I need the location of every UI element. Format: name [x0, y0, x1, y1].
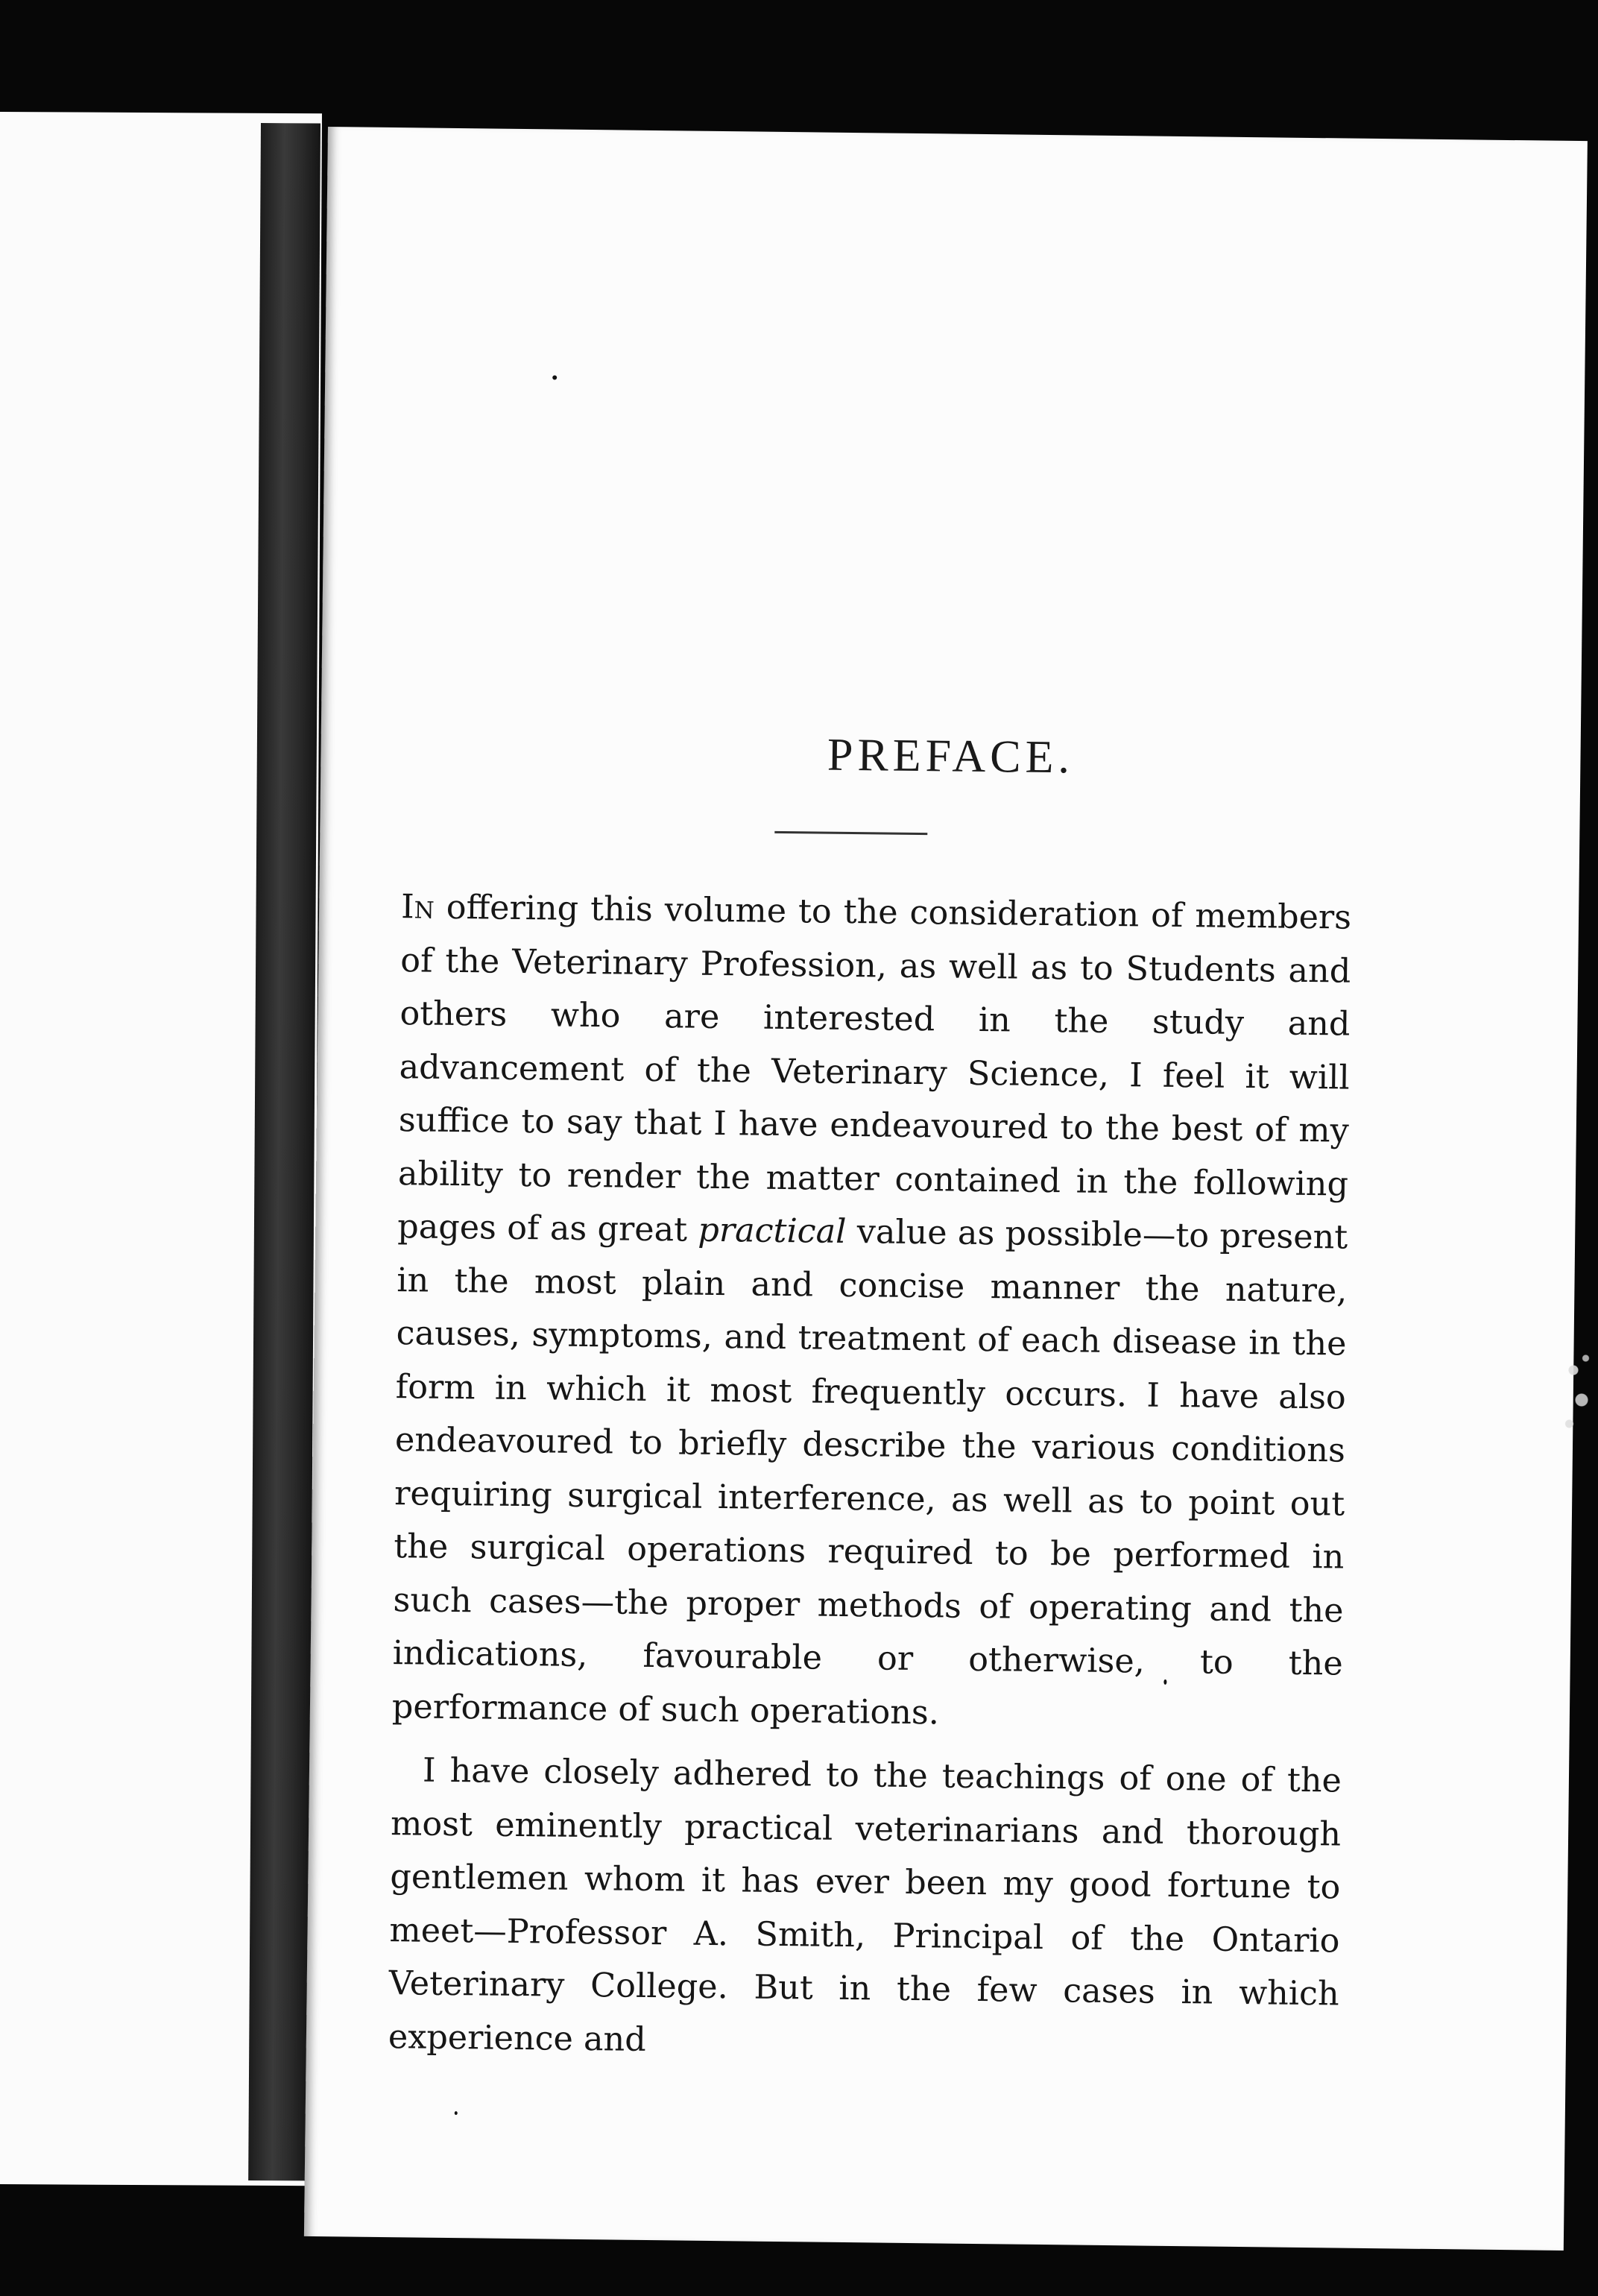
paragraph-1-part-b: value as possible—to present in the most plain and concise manner the nature, causes, symptoms, and treatment of each disease in the form in which it most frequently occurs. I have also endeavoured to briefly describe the various conditions requiring surgical interference, as well as to point out the surgical operations required to be performed in such cases—the proper methods of operating and the indications, favourable or otherwise, to the performance of such operations. — [391, 1212, 1348, 1732]
title-rule — [774, 831, 927, 835]
ink-speck — [552, 375, 557, 379]
page-title: PREFACE. — [827, 729, 1075, 783]
paragraph-1-emphasis: practical — [698, 1211, 847, 1251]
ink-speck — [455, 2111, 458, 2115]
page-edge-bleed — [1557, 1334, 1598, 1454]
paragraph-1-part-a: offering this volume to the consideration of members of the Veterinary Profession, as well as to Students and others who are interested in the study and advancement of the Veterinary Science, I feel it will suffice to say that I have endeavoured to the best of my ability to render the matter contained in the following pages of as great — [397, 888, 1352, 1249]
paragraph-1 — [392, 880, 1352, 1744]
preface-body — [388, 880, 1352, 2074]
paragraph-2: I have closely adhered to the teachings of one of the most eminently practical veterinarians and thorough gentlemen whom it has ever been my good fortune to meet—Professor A. Smith, Principal of the Ontario Veterinary College. But in the few cases in which experience and — [388, 1751, 1342, 2059]
right-page — [304, 127, 1588, 2251]
paragraph-1-lead: In — [400, 888, 435, 927]
